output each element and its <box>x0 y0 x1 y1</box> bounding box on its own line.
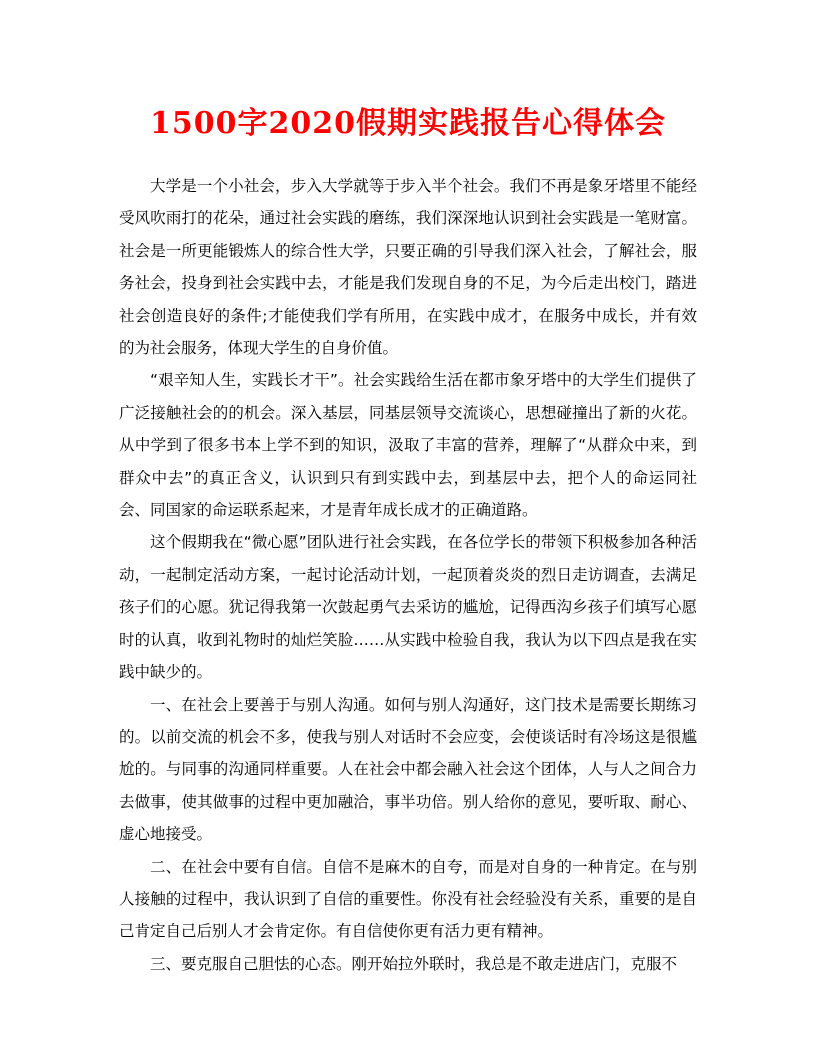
paragraph: 这个假期我在“微心愿”团队进行社会实践，在各位学长的带领下积极参加各种活动，一起制定活动方案，一起讨论活动计划，一起顶着炎炎的烈日走访调查，去满足孩子们的心愿。犹记得我第一次鼓起勇气去采访的尴尬，记得西沟乡孩子们填写心愿时的认真，收到礼物时的灿烂笑脸……从实践中检验自我，我认为以下四点是我在实践中缺少的。 <box>119 533 697 682</box>
paragraph: 大学是一个小社会，步入大学就等于步入半个社会。我们不再是象牙塔里不能经受风吹雨打的花朵，通过社会实践的磨练，我们深深地认识到社会实践是一笔财富。社会是一所更能锻炼人的综合性大学，只要正确的引导我们深入社会，了解社会，服务社会，投身到社会实践中去，才能是我们发现自身的不足，为今后走出校门，踏进社会创造良好的条件;才能使我们学有所用，在实践中成才，在服务中成长，并有效的为社会服务，体现大学生的自身价值。 <box>119 177 697 358</box>
document-body <box>119 170 697 980</box>
paragraph: “艰辛知人生，实践长才干”。社会实践给生活在都市象牙塔中的大学生们提供了广泛接触社会的的机会。深入基层，同基层领导交流谈心，思想碰撞出了新的火花。从中学到了很多书本上学不到的知识，汲取了丰富的营养，理解了“从群众中来，到群众中去”的真正含义，认识到只有到实践中去，到基层中去，把个人的命运同社会、同国家的命运联系起来，才是青年成长成才的正确道路。 <box>119 371 697 520</box>
paragraph: 二、在社会中要有自信。自信不是麻木的自夸，而是对自身的一种肯定。在与别人接触的过程中，我认识到了自信的重要性。你没有社会经验没有关系，重要的是自己肯定自己后别人才会肯定你。有自信使你更有活力更有精神。 <box>119 857 697 941</box>
paragraph: 一、在社会上要善于与别人沟通。如何与别人沟通好，这门技术是需要长期练习的。以前交流的机会不多，使我与别人对话时不会应变，会使谈话时有冷场这是很尴尬的。与同事的沟通同样重要。人在社会中都会融入社会这个团体，人与人之间合力去做事，使其做事的过程中更加融洽，事半功倍。别人给你的意见，要听取、耐心、虚心地接受。 <box>119 695 697 844</box>
document-title: 1500字2020假期实践报告心得体会 <box>150 106 666 141</box>
paragraph: 三、要克服自己胆怯的心态。刚开始拉外联时，我总是不敢走进店门，克服不 <box>150 954 678 973</box>
